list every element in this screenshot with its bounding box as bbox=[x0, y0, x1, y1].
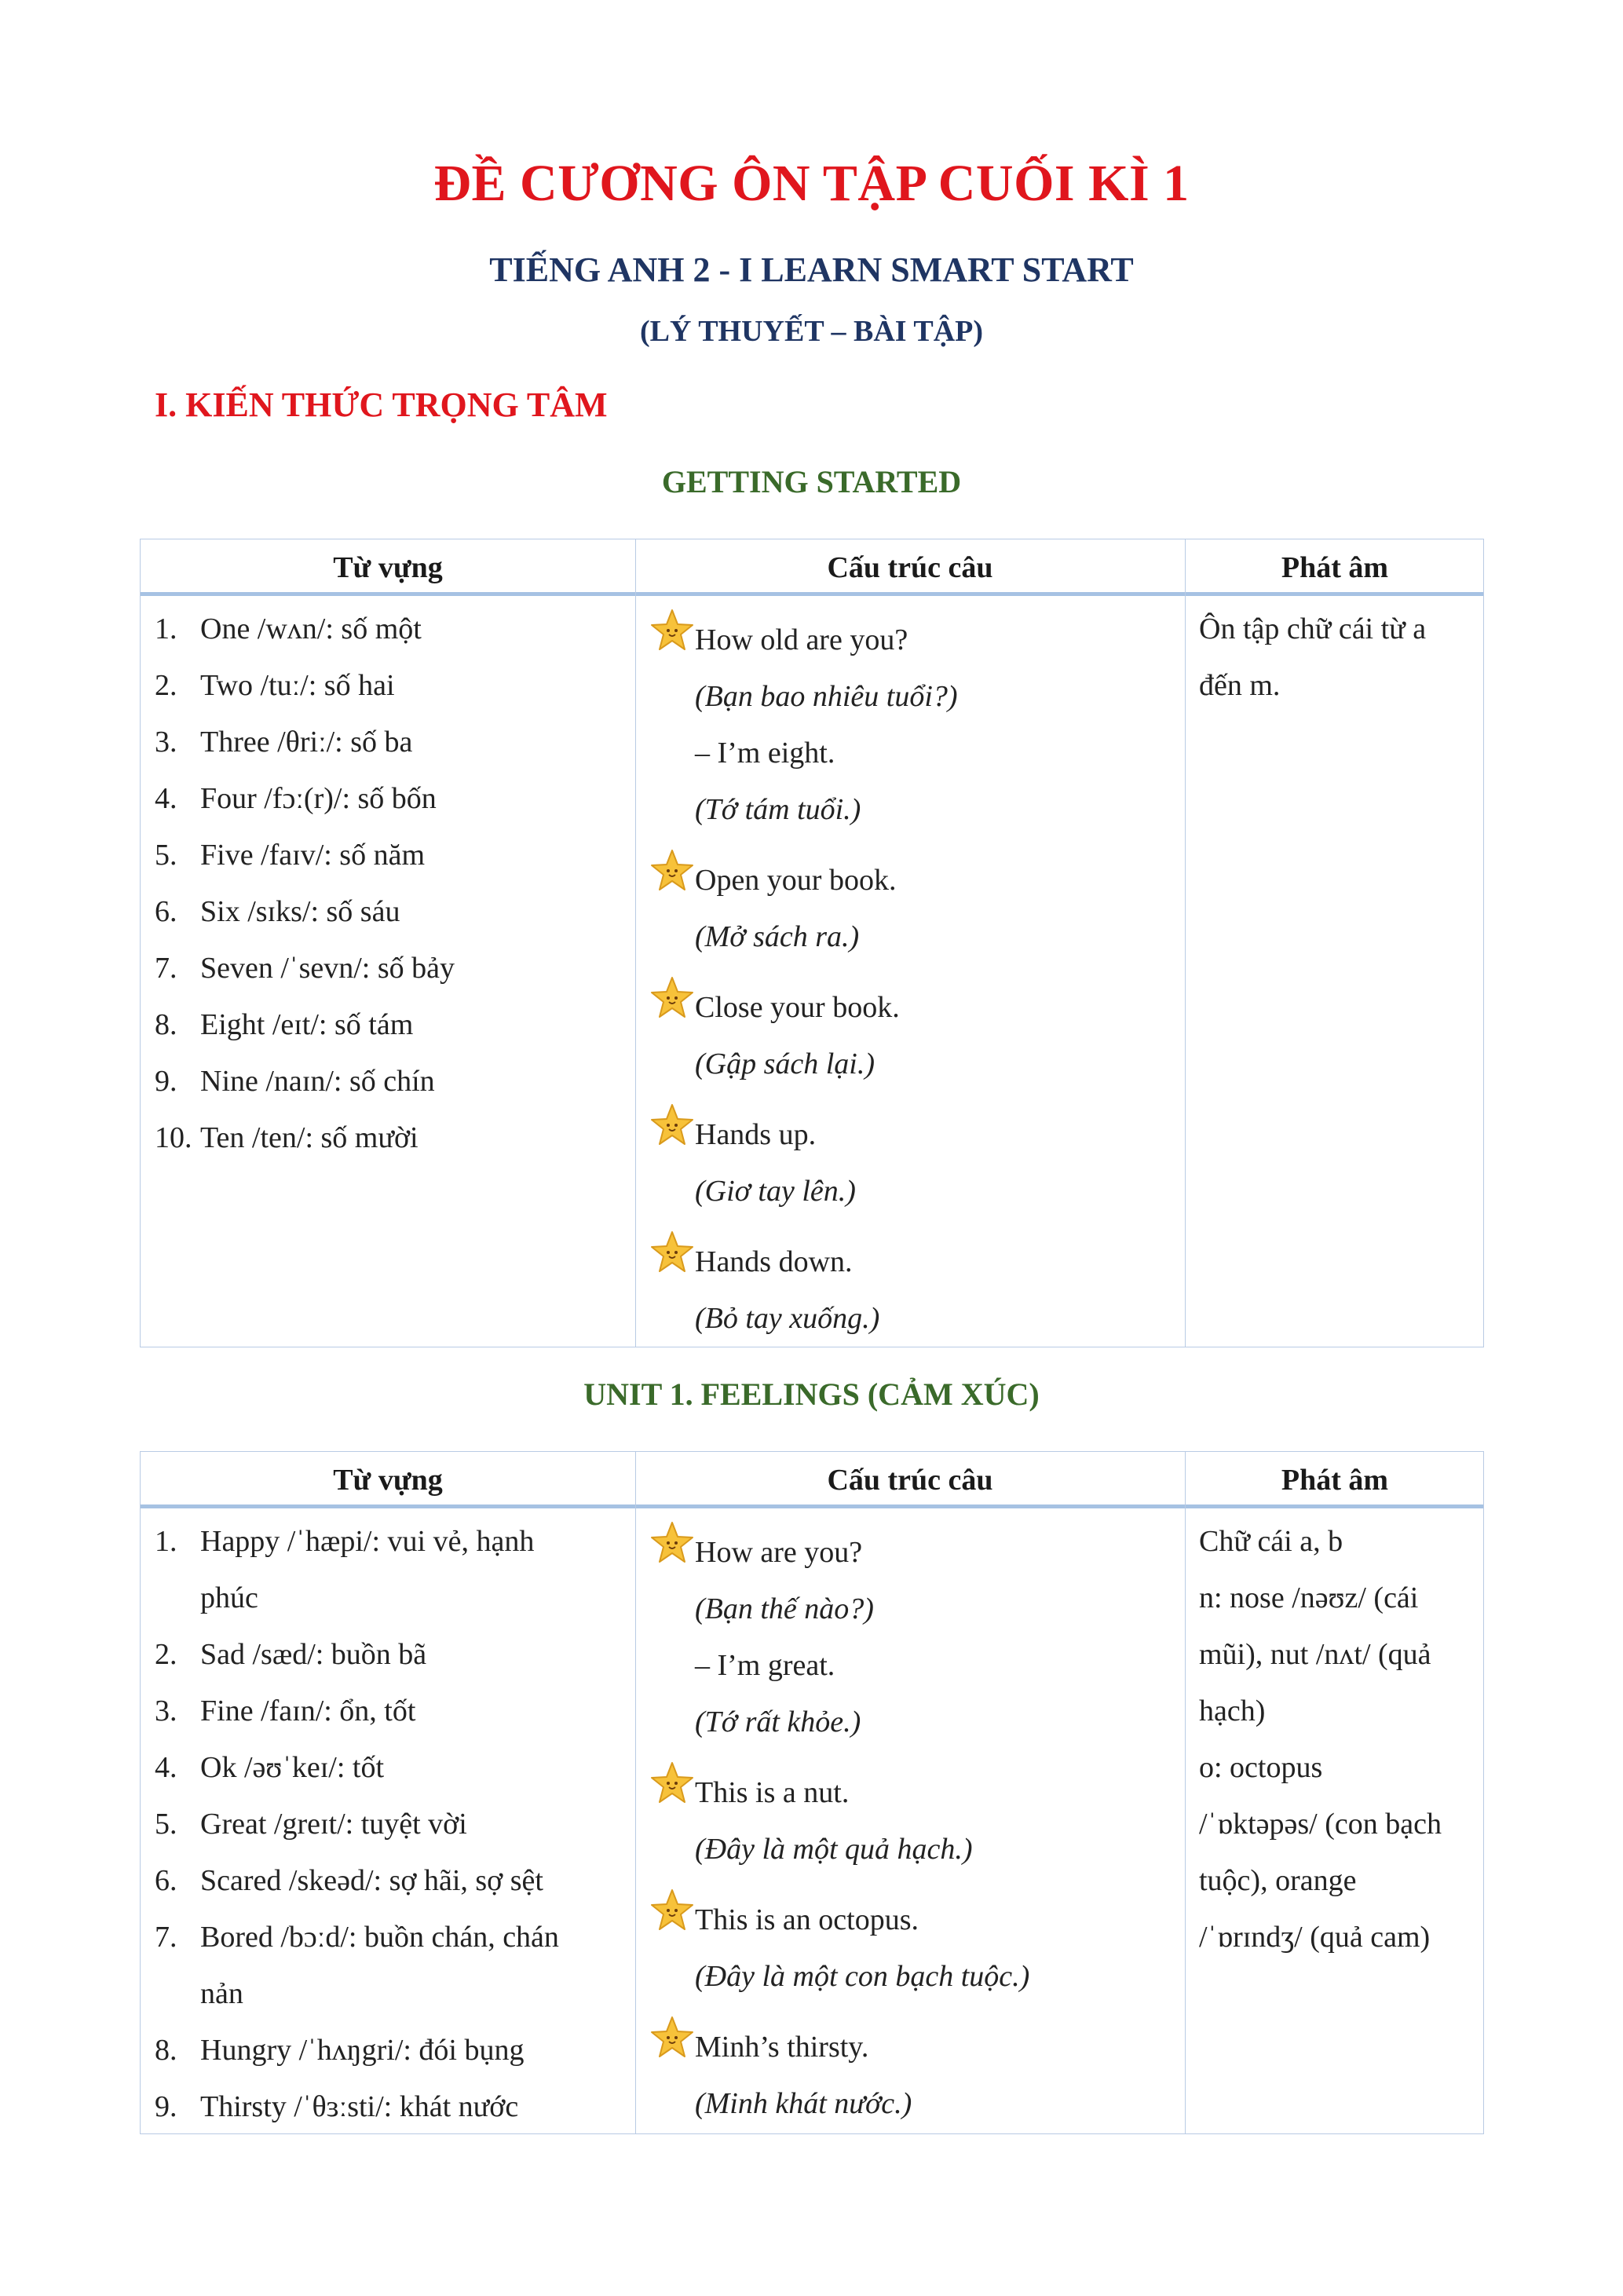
vocab-item bbox=[155, 1513, 594, 1626]
structure-item bbox=[649, 1764, 1175, 1877]
structure-item bbox=[649, 2019, 1175, 2132]
vocab-text: Happy /ˈhæpi/: vui vẻ, hạnh phúc bbox=[200, 1525, 535, 1614]
vocab-number: 6. bbox=[155, 895, 177, 928]
structure-sentence: How old are you? bbox=[695, 623, 908, 656]
vocab-item bbox=[155, 1909, 594, 2022]
header-structure: Cấu trúc câu bbox=[827, 1464, 993, 1497]
vocabulary-list bbox=[155, 1513, 594, 2135]
structure-item bbox=[649, 852, 1175, 965]
pronunciation-line: /ˈɒktəpəs/ (con bạch bbox=[1199, 1808, 1442, 1841]
star-icon bbox=[649, 1887, 695, 1937]
vocab-item bbox=[155, 1110, 626, 1166]
pronunciation-line: Chữ cái a, b bbox=[1199, 1525, 1343, 1558]
vocab-number: 5. bbox=[155, 839, 177, 872]
structure-item bbox=[649, 979, 1175, 1092]
pronunciation-line: /ˈɒrɪndʒ/ (quả cam) bbox=[1199, 1921, 1431, 1954]
spacer bbox=[649, 1750, 1175, 1764]
vocab-text: Hungry /ˈhʌŋgri/: đói bụng bbox=[200, 2034, 525, 2067]
vocab-number: 8. bbox=[155, 1008, 177, 1041]
pronunciation-line: đến m. bbox=[1199, 669, 1281, 702]
structure-sentence: Hands down. bbox=[695, 1245, 853, 1278]
pronunciation-line: o: octopus bbox=[1199, 1751, 1323, 1784]
vocab-number: 9. bbox=[155, 2090, 177, 2123]
spacer bbox=[649, 1092, 1175, 1106]
star-icon bbox=[649, 2014, 695, 2064]
vocab-number: 1. bbox=[155, 612, 177, 645]
vocab-item bbox=[155, 714, 626, 770]
header-structure: Cấu trúc câu bbox=[827, 551, 993, 584]
structure-sentence: Open your book. bbox=[695, 864, 897, 897]
vocab-text: Eight /eɪt/: số tám bbox=[200, 1008, 414, 1041]
getting-started-table bbox=[140, 539, 1484, 1347]
vocab-number: 7. bbox=[155, 952, 177, 985]
star-icon bbox=[649, 974, 695, 1025]
spacer bbox=[649, 1219, 1175, 1234]
column-divider bbox=[635, 1452, 636, 2133]
star-icon bbox=[649, 607, 695, 657]
column-divider bbox=[635, 539, 636, 1347]
vocab-text: Five /faɪv/: số năm bbox=[200, 839, 426, 872]
star-icon bbox=[649, 1102, 695, 1152]
structure-translation: (Mở sách ra.) bbox=[695, 920, 860, 953]
structure-sentence: – I’m great. bbox=[695, 1649, 835, 1682]
pronunciation-line: mũi), nut /nʌt/ (quả bbox=[1199, 1638, 1431, 1671]
vocab-number: 4. bbox=[155, 782, 177, 815]
vocab-text: Ten /ten/: số mười bbox=[200, 1121, 419, 1154]
vocab-text: Great /greɪt/: tuyệt vời bbox=[200, 1808, 467, 1841]
vocab-item bbox=[155, 940, 626, 996]
vocab-text: Sad /sæd/: buồn bã bbox=[200, 1638, 427, 1671]
structure-item bbox=[649, 1892, 1175, 2005]
vocab-number: 1. bbox=[155, 1525, 177, 1558]
table-title-getting-started: GETTING STARTED bbox=[661, 464, 962, 499]
structure-sentence: Close your book. bbox=[695, 991, 900, 1024]
structure-translation: (Giơ tay lên.) bbox=[695, 1175, 856, 1208]
vocab-text: One /wʌn/: số một bbox=[200, 612, 422, 645]
structure-sentence: This is an octopus. bbox=[695, 1903, 919, 1936]
pronunciation-cell bbox=[1199, 601, 1474, 714]
star-icon bbox=[649, 1519, 695, 1570]
structure-sentence: How are you? bbox=[695, 1536, 863, 1569]
vocab-item bbox=[155, 1053, 626, 1110]
structure-translation: (Minh khát nước.) bbox=[695, 2087, 912, 2120]
vocab-item bbox=[155, 601, 626, 657]
spacer bbox=[649, 965, 1175, 979]
column-divider bbox=[1185, 1452, 1186, 2133]
star-icon bbox=[649, 1760, 695, 1810]
structure-translation: (Tớ rất khỏe.) bbox=[695, 1706, 861, 1738]
pronunciation-cell bbox=[1199, 1513, 1490, 1965]
vocab-text: Thirsty /ˈθɜːsti/: khát nước bbox=[200, 2090, 519, 2123]
structure-translation: (Bỏ tay xuống.) bbox=[695, 1302, 880, 1335]
structure-translation: (Tớ tám tuổi.) bbox=[695, 793, 861, 826]
vocab-item bbox=[155, 1739, 594, 1796]
table-title-unit-1: UNIT 1. FEELINGS (CẢM XÚC) bbox=[583, 1377, 1040, 1412]
spacer bbox=[649, 838, 1175, 852]
vocab-text: Fine /faɪn/: ổn, tốt bbox=[200, 1695, 416, 1727]
vocab-text: Six /sɪks/: số sáu bbox=[200, 895, 400, 928]
vocab-text: Seven /ˈsevn/: số bảy bbox=[200, 952, 455, 985]
vocab-item bbox=[155, 2022, 594, 2078]
pronunciation-line: Ôn tập chữ cái từ a bbox=[1199, 612, 1427, 645]
vocab-number: 5. bbox=[155, 1808, 177, 1841]
section-heading: I. KIẾN THỨC TRỌNG TÂM bbox=[155, 386, 608, 424]
pronunciation-line: tuộc), orange bbox=[1199, 1864, 1357, 1897]
vocab-number: 3. bbox=[155, 1695, 177, 1727]
header-vocabulary: Từ vựng bbox=[333, 1464, 443, 1497]
vocab-number: 4. bbox=[155, 1751, 177, 1784]
structure-sentence: – I’m eight. bbox=[695, 737, 835, 770]
vocab-item bbox=[155, 1796, 594, 1852]
structure-translation: (Bạn thế nào?) bbox=[695, 1592, 874, 1625]
structure-item bbox=[649, 1524, 1175, 1750]
vocab-number: 3. bbox=[155, 726, 177, 759]
vocab-text: Three /θriː/: số ba bbox=[200, 726, 413, 759]
structure-translation: (Gập sách lại.) bbox=[695, 1047, 875, 1080]
vocab-text: Bored /bɔːd/: buồn chán, chán nản bbox=[200, 1921, 559, 2010]
vocab-item bbox=[155, 770, 626, 827]
vocab-number: 7. bbox=[155, 1921, 177, 1954]
vocabulary-list bbox=[155, 601, 626, 1166]
vocab-number: 9. bbox=[155, 1065, 177, 1098]
spacer bbox=[649, 2005, 1175, 2019]
unit-1-table bbox=[140, 1451, 1484, 2134]
structure-sentence: Hands up. bbox=[695, 1118, 817, 1151]
document-title: ĐỀ CƯƠNG ÔN TẬP CUỐI KÌ 1 bbox=[433, 155, 1190, 212]
structure-translation: (Đây là một quả hạch.) bbox=[695, 1833, 973, 1866]
vocab-text: Two /tuː/: số hai bbox=[200, 669, 395, 702]
vocab-text: Four /fɔː(r)/: số bốn bbox=[200, 782, 437, 815]
vocab-item bbox=[155, 657, 626, 714]
vocab-number: 2. bbox=[155, 1638, 177, 1671]
document-subtitle-note: (LÝ THUYẾT – BÀI TẬP) bbox=[639, 315, 984, 348]
structure-item bbox=[649, 1106, 1175, 1219]
structure-list bbox=[649, 612, 1175, 1347]
star-icon bbox=[649, 1229, 695, 1279]
vocab-text: Scared /skeəd/: sợ hãi, sợ sệt bbox=[200, 1864, 543, 1897]
vocab-text: Nine /naɪn/: số chín bbox=[200, 1065, 435, 1098]
structure-sentence: This is a nut. bbox=[695, 1776, 850, 1809]
vocab-item bbox=[155, 827, 626, 883]
header-pronunciation: Phát âm bbox=[1281, 1464, 1389, 1497]
header-vocabulary: Từ vựng bbox=[333, 551, 443, 584]
pronunciation-line: n: nose /nəʊz/ (cái bbox=[1199, 1581, 1419, 1614]
structure-sentence: Minh’s thirsty. bbox=[695, 2031, 869, 2064]
vocab-number: 8. bbox=[155, 2034, 177, 2067]
vocab-item bbox=[155, 2078, 594, 2135]
vocab-item bbox=[155, 1683, 594, 1739]
vocab-number: 2. bbox=[155, 669, 177, 702]
column-divider bbox=[1185, 539, 1186, 1347]
vocab-number: 6. bbox=[155, 1864, 177, 1897]
vocab-item bbox=[155, 996, 626, 1053]
vocab-item bbox=[155, 1852, 594, 1909]
structure-item bbox=[649, 612, 1175, 838]
structure-translation: (Bạn bao nhiêu tuổi?) bbox=[695, 680, 958, 713]
vocab-number: 10. bbox=[155, 1121, 192, 1154]
document-subtitle: TIẾNG ANH 2 - I LEARN SMART START bbox=[489, 250, 1134, 289]
vocab-text: Ok /əʊˈkeɪ/: tốt bbox=[200, 1751, 385, 1784]
spacer bbox=[649, 1877, 1175, 1892]
structure-item bbox=[649, 1234, 1175, 1347]
pronunciation-line: hạch) bbox=[1199, 1695, 1266, 1727]
structure-list bbox=[649, 1524, 1175, 2132]
header-pronunciation: Phát âm bbox=[1281, 551, 1389, 584]
star-icon bbox=[649, 847, 695, 898]
vocab-item bbox=[155, 883, 626, 940]
vocab-item bbox=[155, 1626, 594, 1683]
structure-translation: (Đây là một con bạch tuộc.) bbox=[695, 1960, 1030, 1993]
